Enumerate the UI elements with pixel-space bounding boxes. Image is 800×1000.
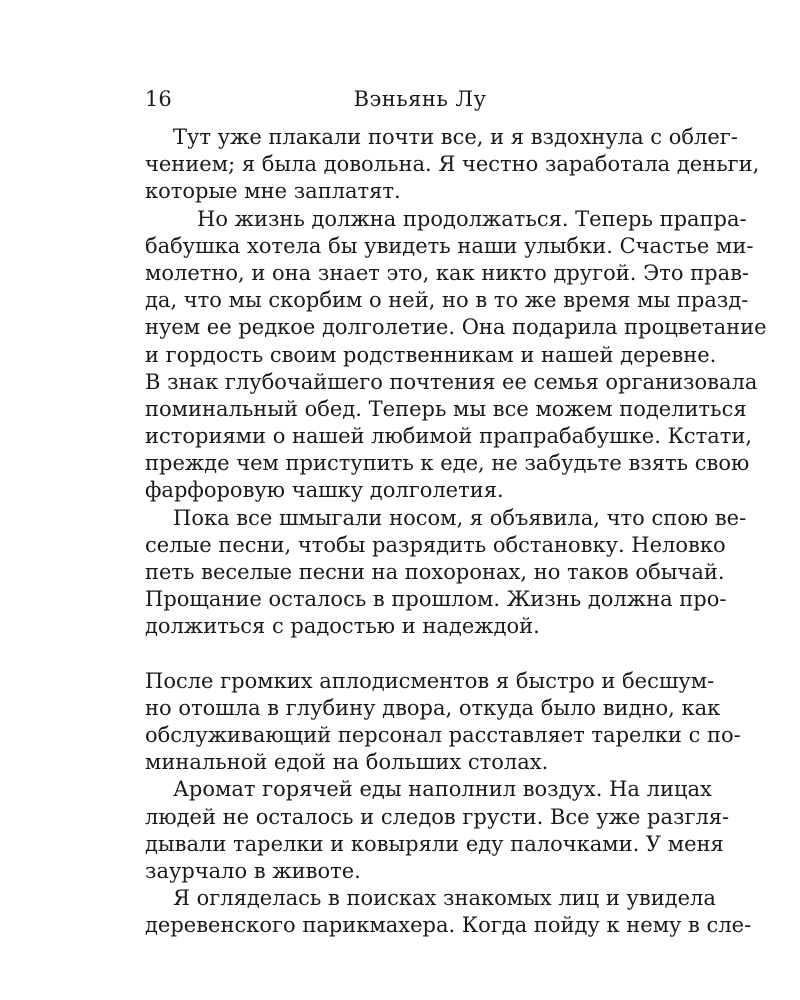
paragraph bbox=[145, 776, 730, 885]
body-text bbox=[145, 124, 767, 939]
text-line: нуем ее редкое долголетие. Она подарила процветание bbox=[145, 315, 767, 340]
text-line: бабушка хотела бы увидеть наши улыбки. Счастье ми- bbox=[145, 233, 754, 258]
page-number: 16 bbox=[145, 87, 172, 111]
text-line: петь веселые песни на похоронах, но таков обычай. bbox=[145, 560, 725, 584]
text-line: да, что мы скорбим о ней, но в то же время мы празд- bbox=[145, 288, 749, 313]
text-line: которые мне заплатят. bbox=[145, 179, 401, 204]
text-line: Я огляделась в поисках знакомых лиц и увидела bbox=[173, 886, 716, 911]
text-line: деревенского парикмахера. Когда пойду к нему в сле- bbox=[145, 913, 752, 938]
text-line: дывали тарелки и ковыряли еду палочками. У меня bbox=[145, 831, 724, 856]
text-line: селые песни, чтобы разрядить обстановку. Неловко bbox=[145, 532, 726, 557]
text-line: но отошла в глубину двора, откуда было видно, как bbox=[145, 695, 721, 720]
text-line: историями о нашей любимой прапрабабушке. Кстати, bbox=[145, 424, 753, 449]
text-line: Аромат горячей еды наполнил воздух. На лицах bbox=[173, 777, 712, 802]
text-line: Прощание осталось в прошлом. Жизнь должна про- bbox=[145, 587, 727, 612]
paragraph bbox=[145, 668, 741, 777]
paragraph bbox=[145, 206, 767, 505]
text-line: Тут уже плакали почти все, и я вздохнула с облег- bbox=[173, 125, 738, 149]
paragraph bbox=[145, 505, 747, 641]
section-break bbox=[145, 641, 697, 668]
text-line: поминальный обед. Теперь мы все можем поделиться bbox=[145, 396, 747, 421]
running-head bbox=[145, 84, 695, 114]
text-line: минальной едой на больших столах. bbox=[145, 750, 549, 775]
paragraph bbox=[145, 124, 760, 206]
text-line: людей не осталось и следов грусти. Все уже разгля- bbox=[145, 804, 730, 829]
text-line: и гордость своим родственникам и нашей деревне. bbox=[145, 342, 717, 367]
text-line: молетно, и она знает это, как никто другой. Это прав- bbox=[145, 260, 750, 285]
text-line: Но жизнь должна продолжаться. Теперь прапра- bbox=[197, 206, 747, 231]
paragraph bbox=[145, 885, 752, 939]
text-line: обслуживающий персонал расставляет тарелки с по- bbox=[145, 722, 741, 747]
text-line: Пока все шмыгали носом, я объявила, что спою ве- bbox=[173, 505, 747, 530]
text-line: чением; я была довольна. Я честно заработала деньги, bbox=[145, 152, 760, 177]
text-line: заурчало в животе. bbox=[145, 858, 361, 883]
text-line: фарфоровую чашку долголетия. bbox=[145, 478, 504, 503]
text-line: должиться с радостью и надеждой. bbox=[145, 614, 540, 639]
text-line: прежде чем приступить к еде, не забудьте взять свою bbox=[145, 451, 750, 476]
text-line: В знак глубочайшего почтения ее семья организовала bbox=[145, 369, 758, 394]
text-line: После громких аплодисментов я быстро и бесшум- bbox=[145, 668, 715, 693]
running-title: Вэньянь Лу bbox=[353, 87, 487, 111]
